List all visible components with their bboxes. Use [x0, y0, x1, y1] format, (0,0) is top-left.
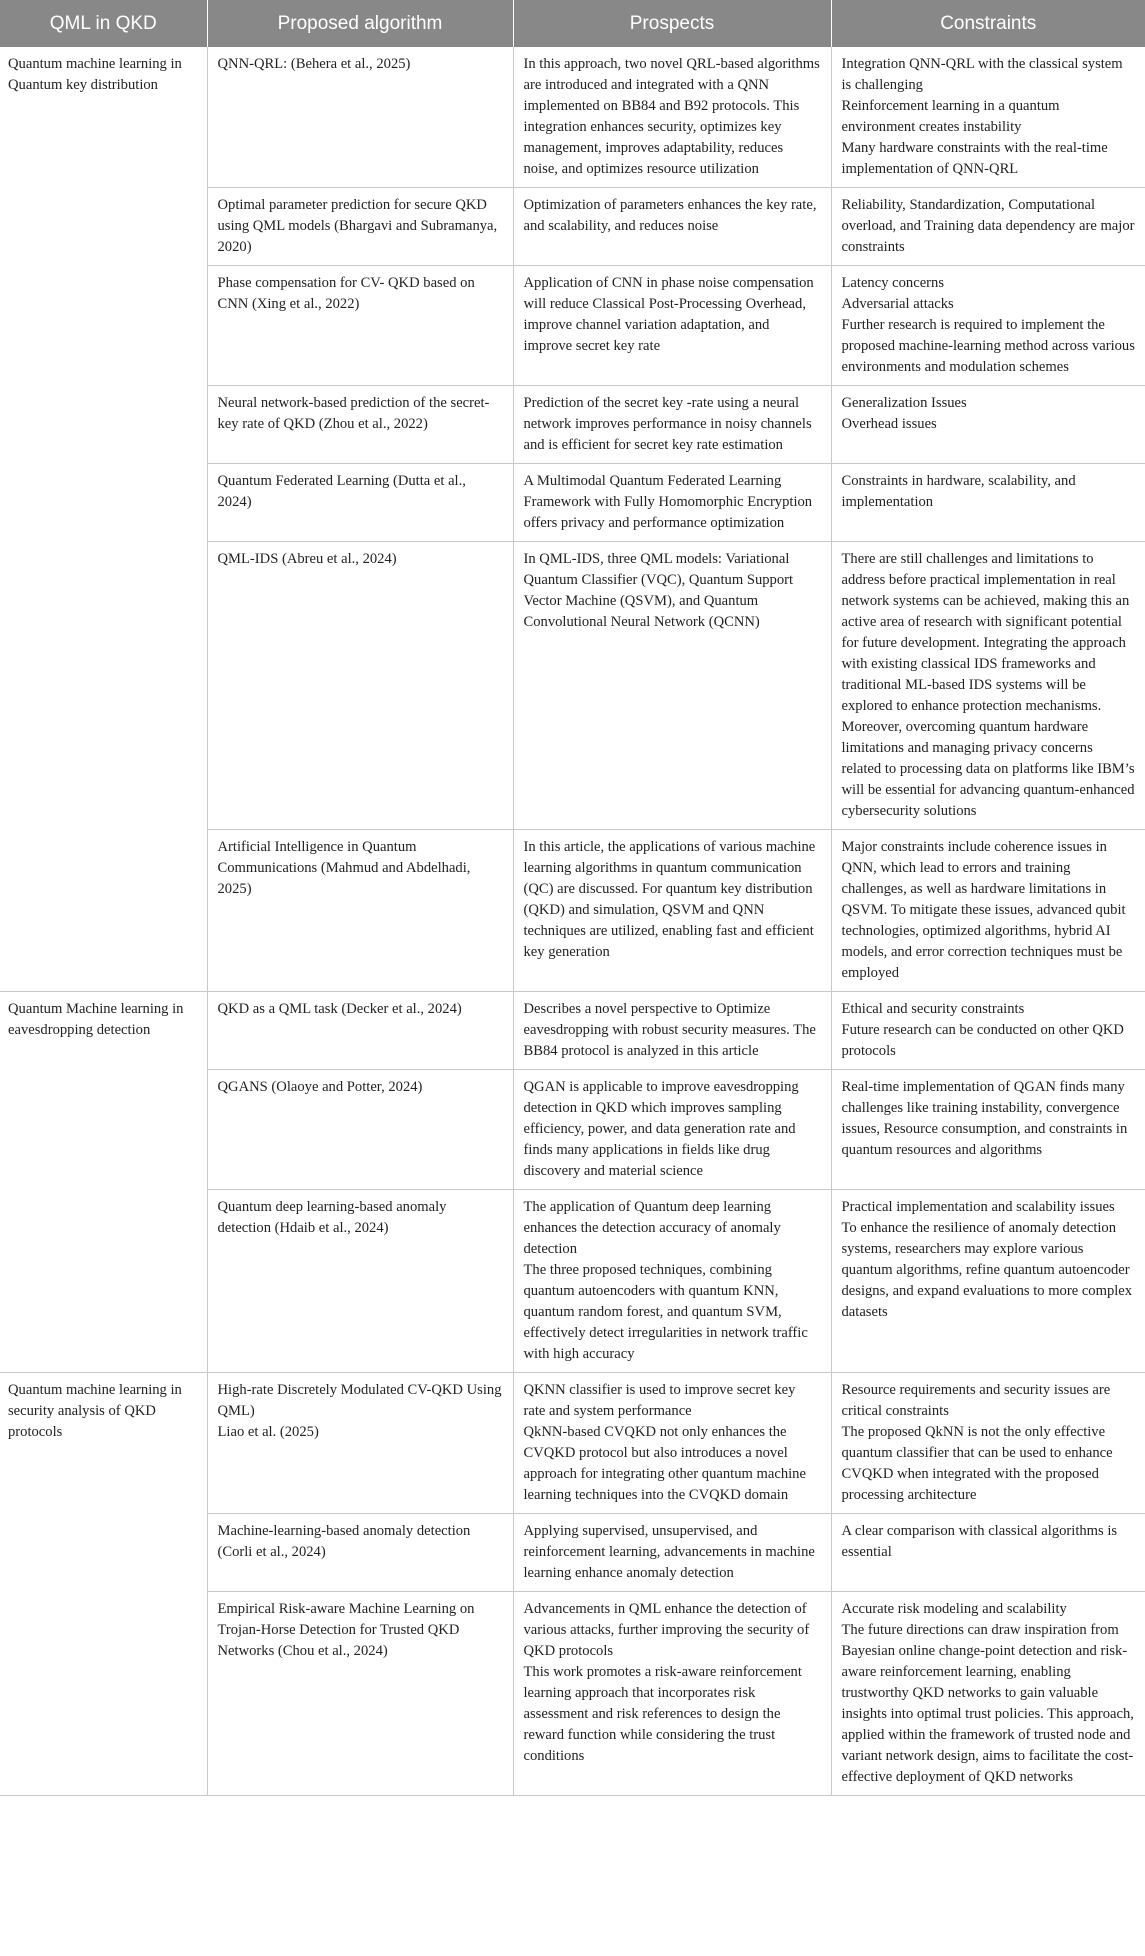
constraints-cell: Resource requirements and security issues are critical constraints The proposed QkNN is not the only effective quantum classifier that can be used to enhance CVQKD when integrated with the proposed processing architecture — [831, 1373, 1145, 1514]
prospects-cell: A Multimodal Quantum Federated Learning Framework with Fully Homomorphic Encryption offers privacy and performance optimization — [513, 464, 831, 542]
algorithm-cell: Optimal parameter prediction for secure QKD using QML models (Bhargavi and Subramanya, 2020) — [207, 188, 513, 266]
constraints-cell: Major constraints include coherence issues in QNN, which lead to errors and training challenges, as well as hardware limitations in QSVM. To mitigate these issues, advanced qubit technologies, optimized algorithms, hybrid AI models, and error correction techniques must be employed — [831, 830, 1145, 992]
algorithm-cell: Quantum deep learning-based anomaly detection (Hdaib et al., 2024) — [207, 1190, 513, 1373]
table-row — [0, 1373, 1145, 1514]
group-label-eavesdropping: Quantum Machine learning in eavesdropping detection — [0, 992, 207, 1373]
table-row — [0, 992, 1145, 1070]
table-row — [0, 47, 1145, 188]
algorithm-cell: Machine-learning-based anomaly detection (Corli et al., 2024) — [207, 1514, 513, 1592]
header-prospects: Prospects — [513, 0, 831, 47]
algorithm-cell: Phase compensation for CV- QKD based on CNN (Xing et al., 2022) — [207, 266, 513, 386]
algorithm-cell: QNN-QRL: (Behera et al., 2025) — [207, 47, 513, 188]
constraints-cell: Latency concerns Adversarial attacks Further research is required to implement the proposed machine-learning method across various environments and modulation schemes — [831, 266, 1145, 386]
constraints-cell: There are still challenges and limitations to address before practical implementation in real network systems can be achieved, making this an active area of research with significant potential for future development. Integrating the approach with existing classical IDS frameworks and traditional ML-based IDS systems will be explored to enhance protection mechanisms. Moreover, overcoming quantum hardware limitations and managing privacy concerns related to processing data on platforms like IBM’s will be essential for advancing quantum-enhanced cybersecurity solutions — [831, 542, 1145, 830]
prospects-cell: Optimization of parameters enhances the key rate, and scalability, and reduces noise — [513, 188, 831, 266]
prospects-cell: Prediction of the secret key -rate using a neural network improves performance in noisy channels and is efficient for secret key rate estimation — [513, 386, 831, 464]
constraints-cell: A clear comparison with classical algorithms is essential — [831, 1514, 1145, 1592]
group-label-qkd: Quantum machine learning in Quantum key distribution — [0, 47, 207, 992]
prospects-cell: Describes a novel perspective to Optimize eavesdropping with robust security measures. The BB84 protocol is analyzed in this article — [513, 992, 831, 1070]
header-proposed-algorithm: Proposed algorithm — [207, 0, 513, 47]
constraints-cell: Accurate risk modeling and scalability The future directions can draw inspiration from Bayesian online change-point detection and risk-aware reinforcement learning, enabling trustworthy QKD networks to gain valuable insights into optimal trust policies. This approach, applied within the framework of trusted node and variant network design, aims to facilitate the cost-effective deployment of QKD networks — [831, 1592, 1145, 1796]
constraints-cell: Ethical and security constraints Future research can be conducted on other QKD protocols — [831, 992, 1145, 1070]
algorithm-cell: QKD as a QML task (Decker et al., 2024) — [207, 992, 513, 1070]
algorithm-cell: Artificial Intelligence in Quantum Communications (Mahmud and Abdelhadi, 2025) — [207, 830, 513, 992]
prospects-cell: In this article, the applications of various machine learning algorithms in quantum communication (QC) are discussed. For quantum key distribution (QKD) and simulation, QSVM and QNN techniques are utilized, enabling fast and efficient key generation — [513, 830, 831, 992]
algorithm-cell: QGANS (Olaoye and Potter, 2024) — [207, 1070, 513, 1190]
header-row — [0, 0, 1145, 47]
constraints-cell: Reliability, Standardization, Computational overload, and Training data dependency are major constraints — [831, 188, 1145, 266]
prospects-cell: QKNN classifier is used to improve secret key rate and system performance QkNN-based CVQKD not only enhances the CVQKD protocol but also introduces a novel approach for integrating other quantum machine learning techniques into the CVQKD domain — [513, 1373, 831, 1514]
algorithm-cell: Quantum Federated Learning (Dutta et al., 2024) — [207, 464, 513, 542]
constraints-cell: Real-time implementation of QGAN finds many challenges like training instability, convergence issues, Resource consumption, and constraints in quantum resources and algorithms — [831, 1070, 1145, 1190]
constraints-cell: Practical implementation and scalability issues To enhance the resilience of anomaly detection systems, researchers may explore various quantum algorithms, refine quantum autoencoder designs, and expand evaluations to more complex datasets — [831, 1190, 1145, 1373]
prospects-cell: The application of Quantum deep learning enhances the detection accuracy of anomaly detection The three proposed techniques, combining quantum autoencoders with quantum KNN, quantum random forest, and quantum SVM, effectively detect irregularities in network traffic with high accuracy — [513, 1190, 831, 1373]
group-label-security-analysis: Quantum machine learning in security analysis of QKD protocols — [0, 1373, 207, 1796]
algorithm-cell: Empirical Risk-aware Machine Learning on Trojan-Horse Detection for Trusted QKD Networks (Chou et al., 2024) — [207, 1592, 513, 1796]
prospects-cell: QGAN is applicable to improve eavesdropping detection in QKD which improves sampling efficiency, power, and data generation rate and finds many applications in fields like drug discovery and material science — [513, 1070, 831, 1190]
prospects-cell: Applying supervised, unsupervised, and reinforcement learning, advancements in machine learning enhance anomaly detection — [513, 1514, 831, 1592]
header-constraints: Constraints — [831, 0, 1145, 47]
prospects-cell: In QML-IDS, three QML models: Variational Quantum Classifier (VQC), Quantum Support Vector Machine (QSVM), and Quantum Convolutional Neural Network (QCNN) — [513, 542, 831, 830]
prospects-cell: Advancements in QML enhance the detection of various attacks, further improving the security of QKD protocols This work promotes a risk-aware reinforcement learning approach that incorporates risk assessment and risk references to design the reward function while considering the trust conditions — [513, 1592, 831, 1796]
algorithm-cell: High-rate Discretely Modulated CV-QKD Using QML) Liao et al. (2025) — [207, 1373, 513, 1514]
constraints-cell: Constraints in hardware, scalability, and implementation — [831, 464, 1145, 542]
prospects-cell: Application of CNN in phase noise compensation will reduce Classical Post-Processing Overhead, improve channel variation adaptation, and improve secret key rate — [513, 266, 831, 386]
algorithm-cell: QML-IDS (Abreu et al., 2024) — [207, 542, 513, 830]
header-qml-in-qkd: QML in QKD — [0, 0, 207, 47]
algorithm-cell: Neural network-based prediction of the secret-key rate of QKD (Zhou et al., 2022) — [207, 386, 513, 464]
constraints-cell: Generalization Issues Overhead issues — [831, 386, 1145, 464]
prospects-cell: In this approach, two novel QRL-based algorithms are introduced and integrated with a QNN implemented on BB84 and B92 protocols. This integration enhances security, optimizes key management, improves adaptability, reduces noise, and optimizes resource utilization — [513, 47, 831, 188]
constraints-cell: Integration QNN-QRL with the classical system is challenging Reinforcement learning in a quantum environment creates instability Many hardware constraints with the real-time implementation of QNN-QRL — [831, 47, 1145, 188]
